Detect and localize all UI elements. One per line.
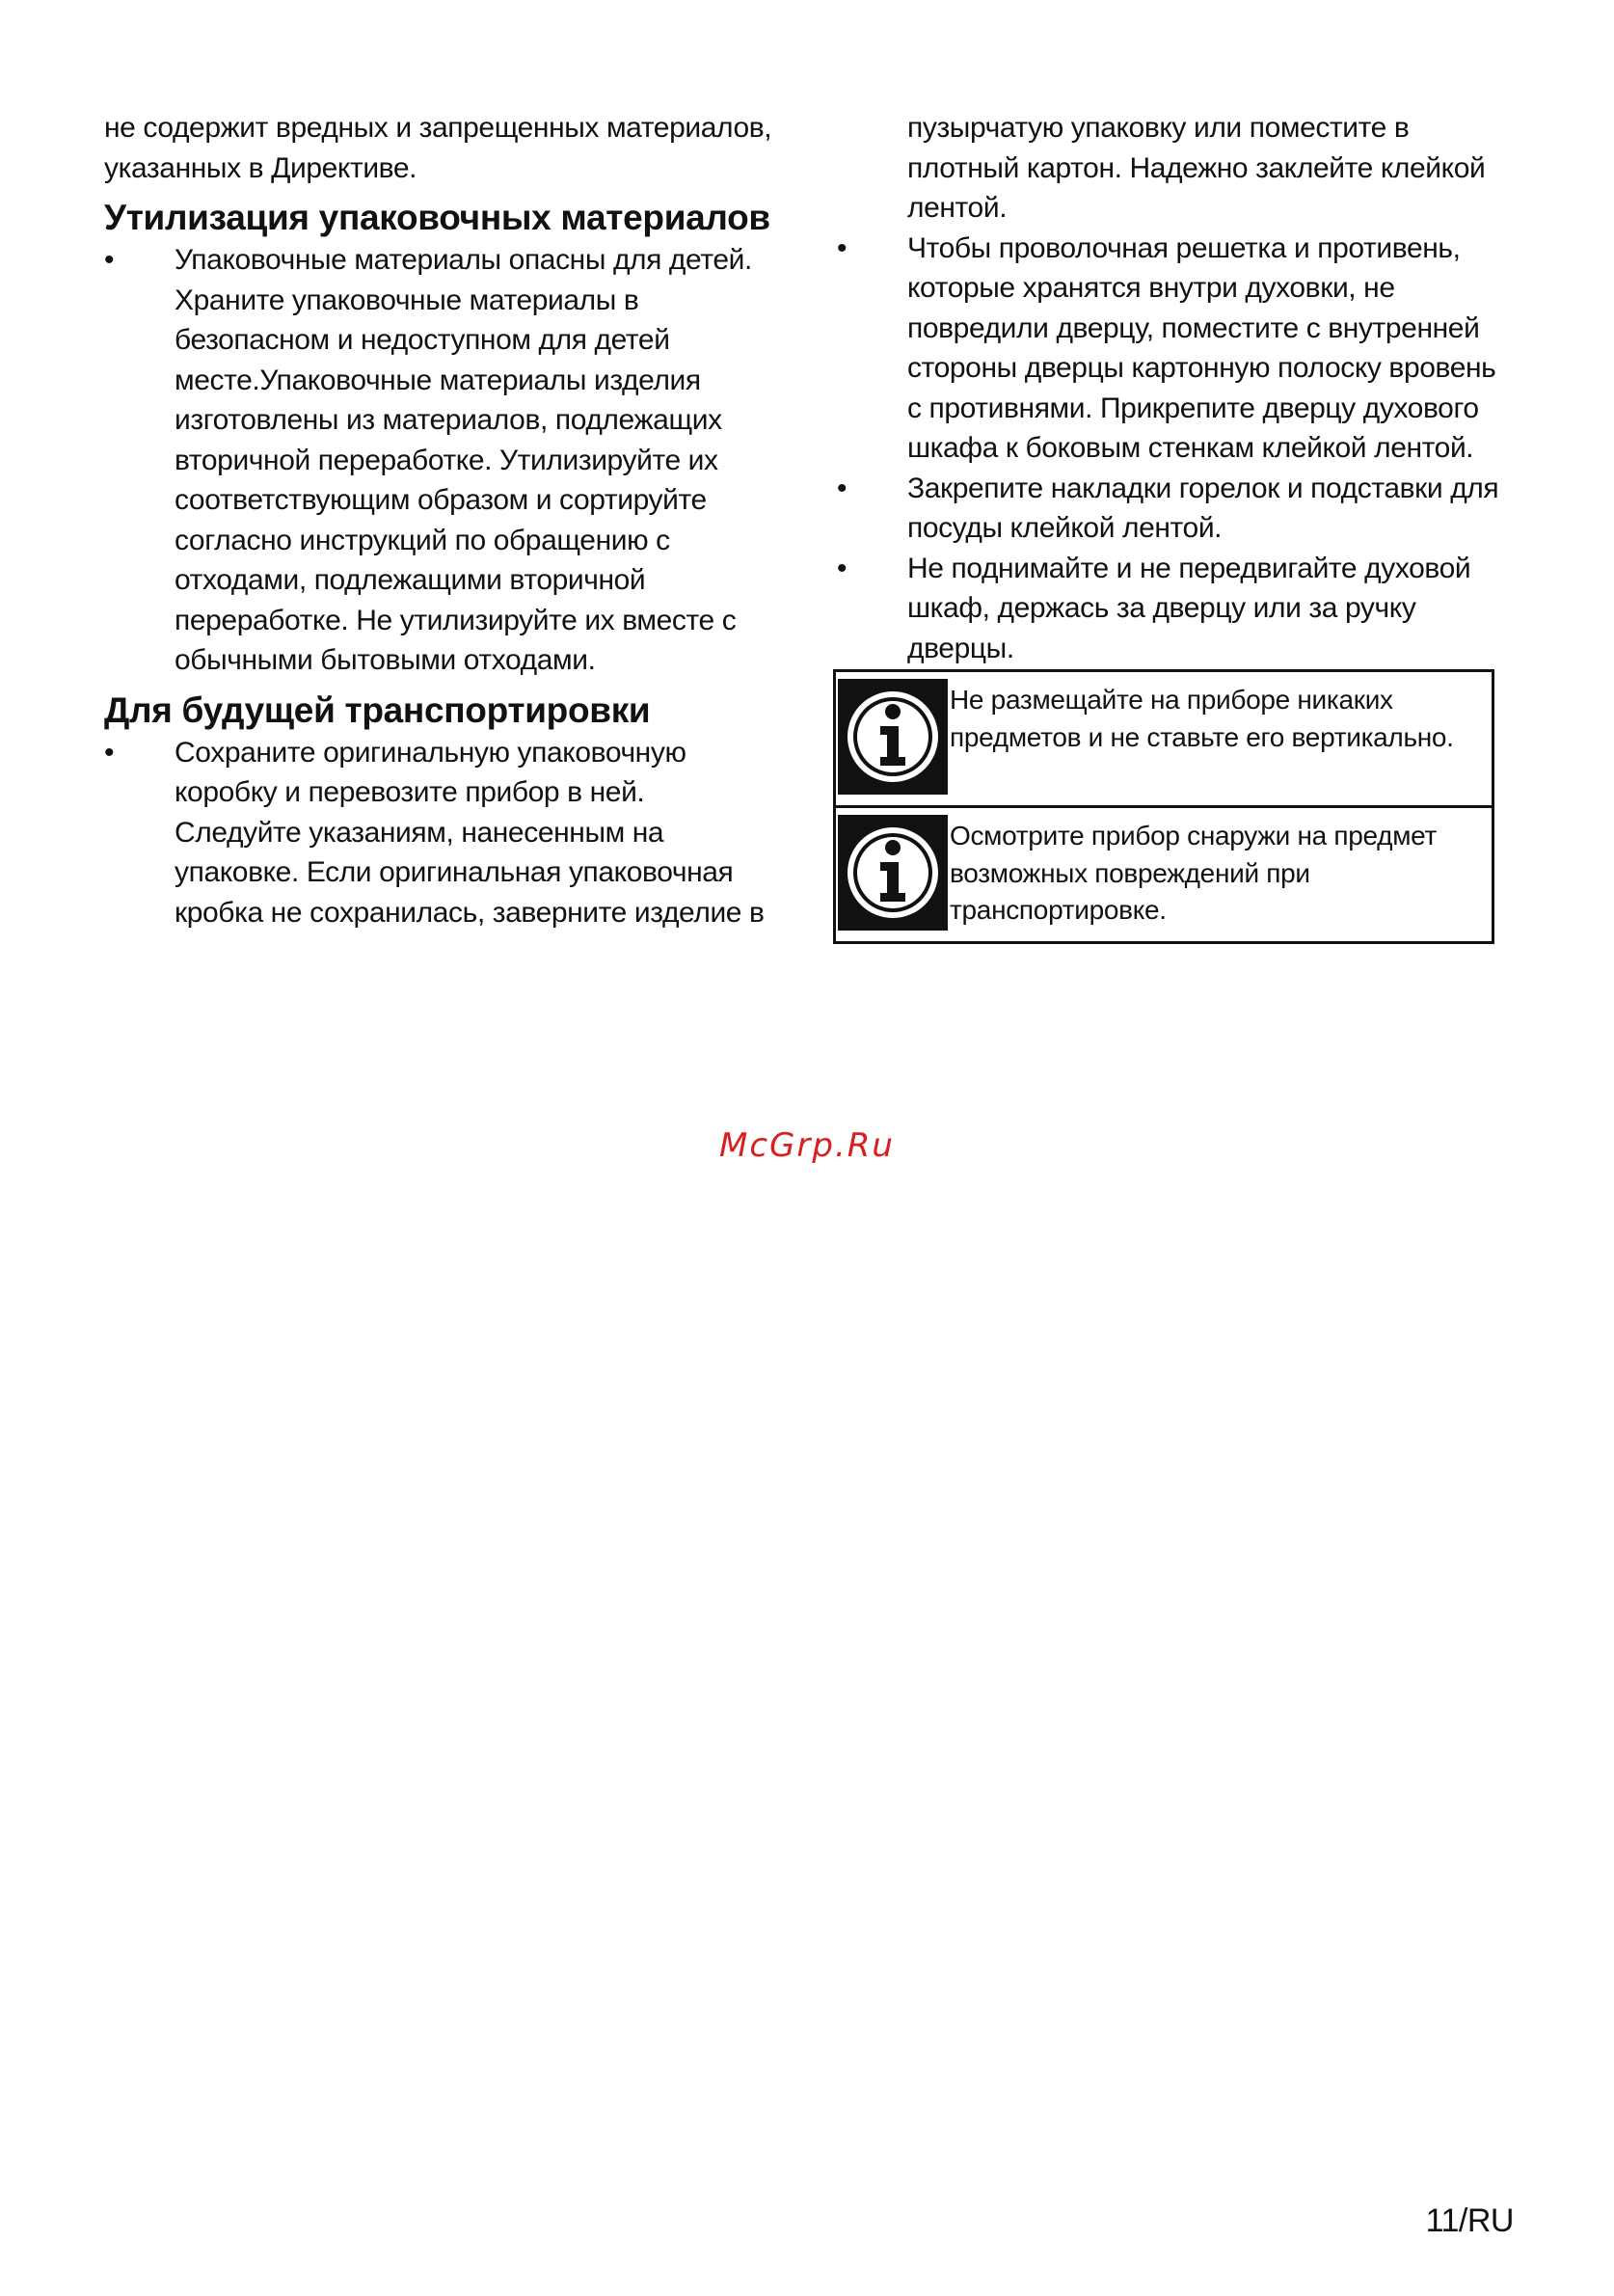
text-line: переработке. Не утилизируйте их вместе с [175, 604, 737, 636]
section-heading-future-transport: Для будущей транспортировки [104, 689, 651, 730]
list-item [837, 469, 1516, 549]
text-line: повредили дверцу, поместите с внутренней [907, 311, 1480, 344]
packaging-disposal-list [104, 240, 798, 681]
text-line: не содержит вредных и запрещенных материалов, [104, 112, 772, 144]
info-notes-table [833, 669, 1494, 944]
text-line: согласно инструкций по обращению с [175, 524, 670, 556]
list-item [837, 229, 1516, 469]
text-line: отходами, подлежащими вторичной [175, 564, 646, 596]
continued-paragraph [837, 108, 1516, 229]
section-heading-packaging-disposal: Утилизация упаковочных материалов [104, 198, 770, 237]
text-line: месте.Упаковочные материалы изделия [175, 364, 701, 396]
text-line: обычными бытовыми отходами. [175, 644, 596, 676]
text-line: дверцы. [907, 632, 1014, 664]
text-line: предметов и не ставьте его вертикально. [950, 721, 1454, 752]
info-note-text [950, 818, 1490, 930]
bullet-marker: • [104, 244, 115, 276]
list-item [104, 733, 798, 933]
text-line: Упаковочные материалы опасны для детей. [175, 244, 752, 276]
text-line: Осмотрите прибор снаружи на предмет [950, 821, 1438, 851]
intro-paragraph [104, 108, 798, 188]
bullet-marker: • [837, 552, 847, 584]
page-number: 11/RU [1425, 2202, 1514, 2239]
future-transport-list [104, 733, 798, 933]
info-note-text [950, 682, 1490, 756]
text-line: пузырчатую упаковку или поместите в [907, 112, 1410, 144]
text-line: с противнями. Прикрепите дверцу духового [907, 392, 1479, 424]
transport-tips-list [837, 229, 1516, 669]
info-note [836, 672, 1492, 805]
text-line: вторичной переработке. Утилизируйте их [175, 444, 718, 476]
text-line: указанных в Директиве. [104, 151, 417, 184]
list-item [104, 240, 798, 681]
text-line: Сохраните оригинальную упаковочную [175, 736, 686, 769]
right-column [837, 108, 1516, 668]
text-line: Чтобы проволочная решетка и противень, [907, 231, 1461, 264]
bullet-marker: • [837, 472, 847, 504]
text-line: безопасном и недоступном для детей [175, 324, 670, 356]
text-line: изготовлены из материалов, подлежащих [175, 404, 722, 436]
text-line: шкаф, держась за дверцу или за ручку [907, 592, 1416, 624]
info-icon [838, 815, 948, 931]
list-item [837, 549, 1516, 669]
text-line: Не поднимайте и не передвигайте духовой [907, 552, 1471, 584]
text-line: плотный картон. Надежно заклейте клейкой [907, 151, 1486, 184]
text-line: посуды клейкой лентой. [907, 512, 1223, 544]
text-line: Закрепите накладки горелок и подставки для [907, 472, 1499, 504]
info-note [836, 805, 1492, 941]
text-line: кробка не сохранилась, заверните изделие в [175, 896, 765, 929]
text-line: шкафа к боковым стенкам клейкой лентой. [907, 432, 1474, 464]
text-line: транспортировке. [950, 895, 1167, 925]
info-icon [838, 679, 948, 795]
text-line: стороны дверцы картонную полоску вровень [907, 352, 1496, 384]
text-line: Следуйте указаниям, нанесенным на [175, 816, 664, 849]
text-line: Храните упаковочные материалы в [175, 284, 639, 316]
watermark: McGrp.Ru [719, 1126, 895, 1165]
text-line: упаковке. Если оригинальная упаковочная [175, 856, 734, 888]
text-line: которые хранятся внутри духовки, не [907, 272, 1395, 304]
text-line: коробку и перевозите прибор в ней. [175, 776, 645, 808]
left-column [104, 108, 798, 932]
bullet-marker: • [837, 231, 847, 264]
bullet-marker: • [104, 736, 115, 769]
text-line: возможных повреждений при [950, 857, 1310, 888]
text-line: лентой. [907, 192, 1008, 224]
text-line: Не размещайте на приборе никаких [950, 685, 1393, 715]
text-line: соответствующим образом и сортируйте [175, 484, 707, 516]
